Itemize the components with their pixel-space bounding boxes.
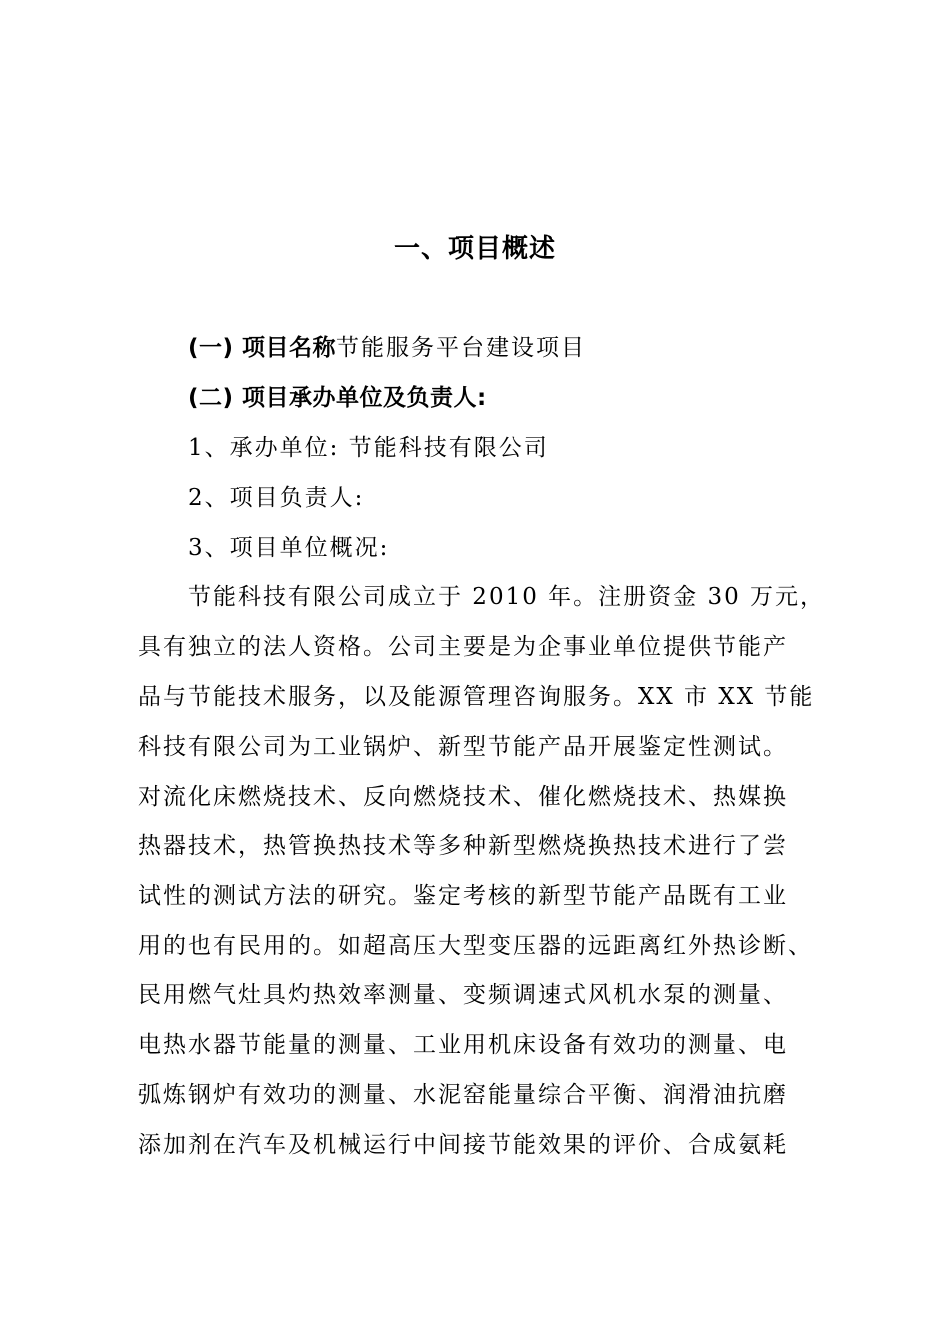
paragraph-line: 品与节能技术服务，以及能源管理咨询服务。XX 市 XX 节能: [138, 684, 815, 710]
unit-overview-line: 3、项目单位概况:: [188, 535, 390, 561]
organizer-unit-line: 1、承办单位: 节能科技有限公司: [188, 435, 549, 461]
project-leader-line: 2、项目负责人:: [188, 485, 365, 511]
paragraph-line: 对流化床燃烧技术、反向燃烧技术、催化燃烧技术、热媒换: [138, 784, 788, 810]
organizer-heading: (二) 项目承办单位及负责人:: [188, 385, 487, 411]
project-name-line: [188, 333, 586, 363]
paragraph-line: 用的也有民用的。如超高压大型变压器的远距离红外热诊断、: [138, 933, 813, 959]
paragraph-line: 热器技术，热管换热技术等多种新型燃烧换热技术进行了尝: [138, 833, 788, 859]
paragraph-line: 试性的测试方法的研究。鉴定考核的新型节能产品既有工业: [138, 883, 788, 909]
paragraph-line: 电热水器节能量的测量、工业用机床设备有效功的测量、电: [138, 1032, 788, 1058]
paragraph-line: 科技有限公司为工业锅炉、新型节能产品开展鉴定性测试。: [138, 734, 788, 760]
paragraph-line: 民用燃气灶具灼热效率测量、变频调速式风机水泵的测量、: [138, 982, 788, 1008]
paragraph-line: 具有独立的法人资格。公司主要是为企事业单位提供节能产: [138, 634, 788, 660]
paragraph-line: 添加剂在汽车及机械运行中间接节能效果的评价、合成氨耗: [138, 1132, 788, 1158]
section-heading: 一、项目概述: [393, 234, 556, 264]
paragraph-line: 节能科技有限公司成立于 2010 年。注册资金 30 万元，: [188, 584, 826, 610]
paragraph-line: 弧炼钢炉有效功的测量、水泥窑能量综合平衡、润滑油抗磨: [138, 1082, 788, 1108]
project-name-value: 节能服务平台建设项目: [336, 335, 587, 361]
project-name-label: (一) 项目名称: [188, 335, 337, 361]
